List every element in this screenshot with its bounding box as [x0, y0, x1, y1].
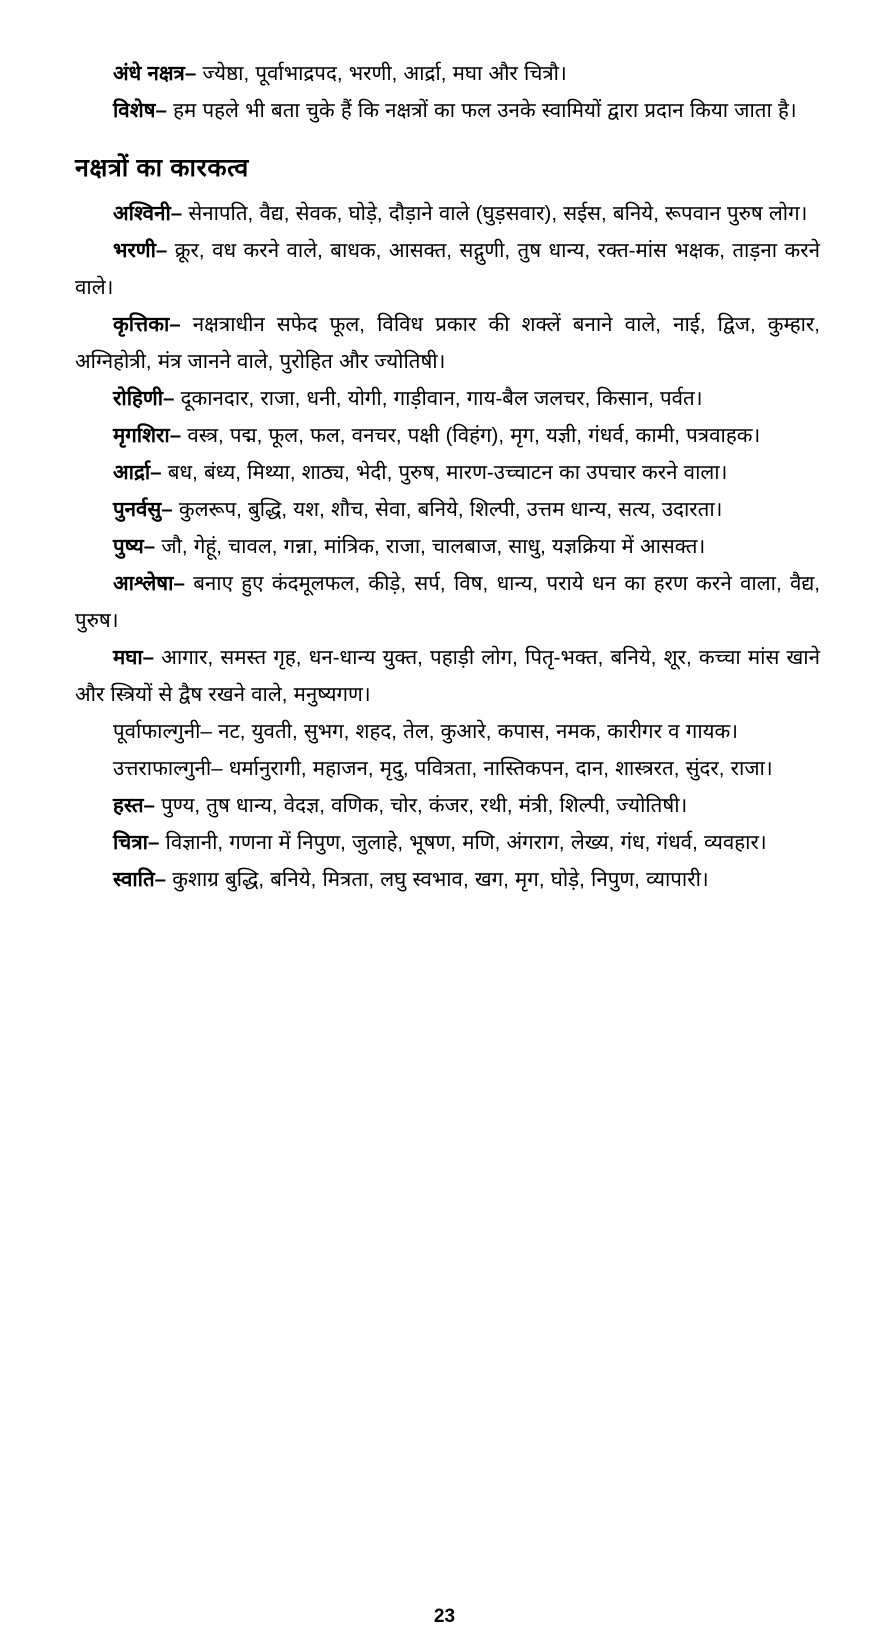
entry-pushya: [75, 528, 820, 565]
term-text: जौ, गेहूं, चावल, गन्ना, मांत्रिक, राजा, चालबाज, साधु, यज्ञक्रिया में आसक्त।: [155, 535, 706, 558]
term-text: कुलरूप, बुद्धि, यश, शौच, सेवा, बनिये, शिल्पी, उत्तम धान्य, सत्य, उदारता।: [172, 498, 723, 521]
entry-ashlesha: [75, 565, 820, 639]
term-label: रोहिणी–: [113, 387, 175, 410]
term-text: क्रूर, वध करने वाले, बाधक, आसक्त, सद्गुणी, तुष धान्य, रक्त-मांस भक्षक, ताड़ना करने वाले।: [75, 239, 820, 299]
entry-rohini: [75, 380, 820, 417]
term-label: हस्त–: [113, 794, 155, 817]
entry-swati: [75, 861, 820, 898]
entry-bharani: [75, 232, 820, 306]
term-text: सेनापति, वैद्य, सेवक, घोड़े, दौड़ाने वाले (घुड़सवार), सईस, बनिये, रूपवान पुरुष लोग।: [182, 202, 808, 225]
entry-krittika: [75, 306, 820, 380]
entry-uttaraphalguni: [75, 750, 820, 787]
paragraph-andhe-nakshatra: [75, 55, 820, 92]
term-label: आर्द्रा–: [113, 461, 162, 484]
term-text: आगार, समस्त गृह, धन-धान्य युक्त, पहाड़ी लोग, पितृ-भक्त, बनिये, शूर, कच्चा मांस खाने और स्त्रियों से द्वैष रखने वाले, मनुष्यगण।: [75, 646, 820, 706]
term-label: अश्विनी–: [113, 202, 183, 225]
term-text: ज्येष्ठा, पूर्वाभाद्रपद, भरणी, आर्द्रा, मघा और चित्रौ।: [196, 62, 567, 85]
term-label: अंधे नक्षत्र–: [113, 62, 197, 85]
term-text: विज्ञानी, गणना में निपुण, जुलाहे, भूषण, मणि, अंगराग, लेख्य, गंध, गंधर्व, व्यवहार।: [159, 831, 767, 854]
entry-ardra: [75, 454, 820, 491]
entry-ashwini: [75, 195, 820, 232]
term-text: नट, युवती, सुभग, शहद, तेल, कुआरे, कपास, नमक, कारीगर व गायक।: [211, 720, 739, 743]
page-number: 23: [433, 1606, 456, 1627]
entry-punarvasu: [75, 491, 820, 528]
section-heading: नक्षत्रों का कारकत्व: [75, 154, 249, 182]
term-text: हम पहले भी बता चुके हैं कि नक्षत्रों का फल उनके स्वामियों द्वारा प्रदान किया जाता है।: [166, 99, 797, 122]
term-text: बध, बंध्य, मिथ्या, शाठ्य, भेदी, पुरुष, मारण-उच्चाटन का उपचार करने वाला।: [161, 461, 728, 484]
term-label: पुनर्वसु–: [113, 498, 173, 521]
paragraph-vishesh: [75, 92, 820, 129]
term-label: मृगशिरा–: [113, 424, 182, 447]
entry-purvaphalguni: [75, 713, 820, 750]
entry-magha: [75, 639, 820, 713]
term-label: भरणी–: [113, 239, 168, 262]
term-label: पूर्वाफाल्गुनी–: [113, 720, 212, 743]
term-label: पुष्य–: [113, 535, 156, 558]
entry-chitra: [75, 824, 820, 861]
term-text: कुशाग्र बुद्धि, बनिये, मित्रता, लघु स्वभाव, खग, मृग, घोड़े, निपुण, व्यापारी।: [166, 868, 709, 891]
term-label: चित्रा–: [113, 831, 160, 854]
term-label: उत्तराफाल्गुनी–: [113, 757, 223, 780]
term-label: मघा–: [113, 646, 155, 669]
page-content: [75, 55, 820, 898]
term-label: स्वाति–: [113, 868, 167, 891]
term-text: वस्त्र, पद्म, फूल, फल, वनचर, पक्षी (विहंग), मृग, यज्ञी, गंधर्व, कामी, पत्रवाहक।: [181, 424, 761, 447]
entry-hasta: [75, 787, 820, 824]
term-text: बनाए हुए कंदमूलफल, कीड़े, सर्प, विष, धान्य, पराये धन का हरण करने वाला, वैद्य, पुरुष।: [75, 572, 820, 632]
entry-mrigashira: [75, 417, 820, 454]
term-text: पुण्य, तुष धान्य, वेदज्ञ, वणिक, चोर, कंजर, रथी, मंत्री, शिल्पी, ज्योतिषी।: [154, 794, 688, 817]
term-label: आश्लेषा–: [113, 572, 185, 595]
term-text: दूकानदार, राजा, धनी, योगी, गाड़ीवान, गाय-बैल जलचर, किसान, पर्वत।: [174, 387, 703, 410]
term-text: धर्मानुरागी, महाजन, मृदु, पवित्रता, नास्तिकपन, दान, शास्त्ररत, सुंदर, राजा।: [222, 757, 773, 780]
term-text: नक्षत्राधीन सफेद फूल, विविध प्रकार की शक्लें बनाने वाले, नाई, द्विज, कुम्हार, अग्निहोत्री, मंत्र जानने वाले, पुरोहित और ज्योतिषी।: [75, 313, 820, 373]
term-label: विशेष–: [113, 99, 167, 122]
term-label: कृत्तिका–: [113, 313, 181, 336]
